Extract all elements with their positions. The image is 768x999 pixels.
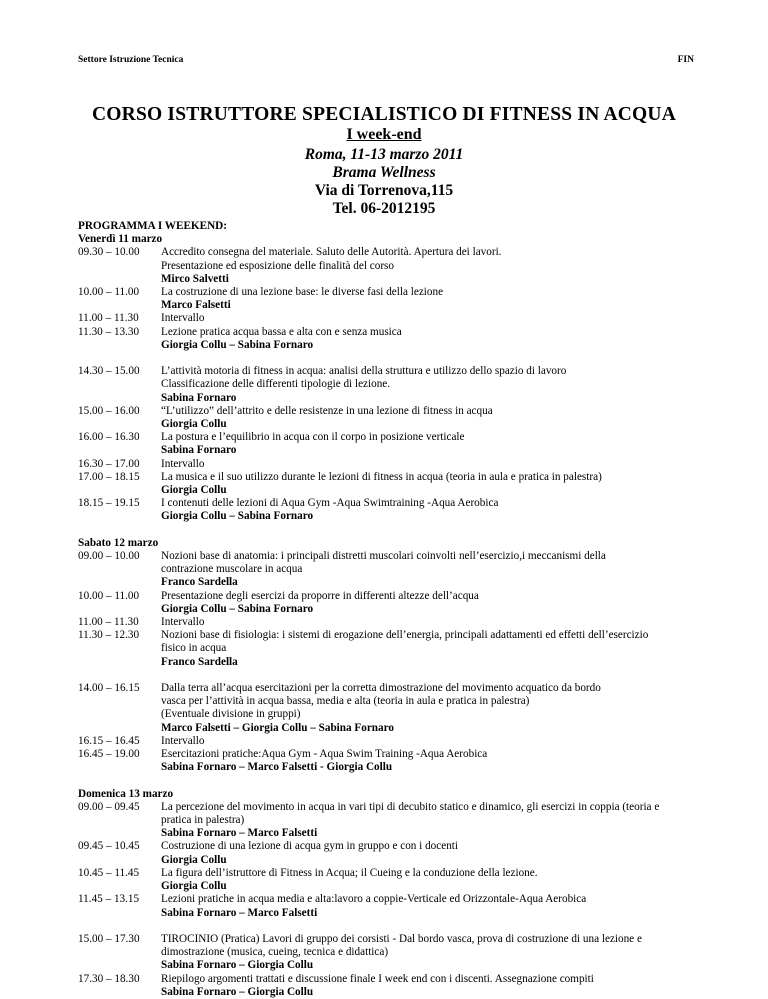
- entry-description: [161, 431, 696, 457]
- speaker-name: Marco Falsetti – Giorgia Collu – Sabina Fornaro: [161, 721, 394, 734]
- schedule-entry: [78, 286, 696, 312]
- time-slot: 16.00 – 16.30: [78, 431, 140, 444]
- entry-description: [161, 801, 696, 841]
- entry-description: [161, 748, 696, 774]
- schedule-entry: [78, 365, 696, 405]
- speaker-name: Sabina Fornaro – Marco Falsetti - Giorgia Collu: [161, 761, 393, 774]
- description-line: Lezione pratica acqua bassa e alta con e senza musica: [161, 325, 402, 338]
- entry-description: [161, 933, 696, 973]
- header-left: Settore Istruzione Tecnica: [78, 55, 184, 65]
- description-line: fisico in acqua: [161, 642, 227, 655]
- entry-description: [161, 629, 696, 669]
- schedule-entry: [78, 590, 696, 616]
- description-line: dimostrazione (musica, cueing, tecnica e didattica): [161, 946, 389, 959]
- description-line: Intervallo: [161, 734, 205, 747]
- speaker-name: Sabina Fornaro – Giorgia Collu: [161, 985, 314, 998]
- schedule-entry: [78, 801, 696, 841]
- description-line: I contenuti delle lezioni di Aqua Gym -Aqua Swimtraining -Aqua Aerobica: [161, 497, 499, 510]
- speaker-name: Sabina Fornaro – Giorgia Collu: [161, 959, 314, 972]
- schedule-entry: [78, 735, 696, 748]
- speaker-name: Giorgia Collu – Sabina Fornaro: [161, 510, 314, 523]
- time-slot: 17.30 – 18.30: [78, 972, 140, 985]
- description-line: Lezioni pratiche in acqua media e alta:lavoro a coppie-Verticale ed Orizzontale-Aqua Aerobica: [161, 893, 587, 906]
- description-line: (Eventuale divisione in gruppi): [161, 708, 301, 721]
- description-line: La costruzione di una lezione base: le diverse fasi della lezione: [161, 286, 444, 299]
- entry-description: [161, 735, 696, 748]
- description-line: TIROCINIO (Pratica) Lavori di gruppo dei corsisti - Dal bordo vasca, prova di costruzione di una lezione e: [161, 932, 642, 945]
- entry-description: [161, 616, 696, 629]
- description-line: Dalla terra all’acqua esercitazioni per la corretta dimostrazione del movimento acquatico da bordo: [161, 682, 601, 695]
- time-slot: 16.30 – 17.00: [78, 457, 140, 470]
- schedule-entry: [78, 973, 696, 999]
- schedule-entry: [78, 458, 696, 471]
- schedule-entry: [78, 629, 696, 669]
- time-slot: 09.00 – 10.00: [78, 550, 140, 563]
- schedule-entry: [78, 550, 696, 590]
- schedule-entry: [78, 326, 696, 352]
- description-line: Presentazione degli esercizi da proporre in differenti altezze dell’acqua: [161, 589, 479, 602]
- description-line: La musica e il suo utilizzo durante le lezioni di fitness in acqua (teoria in aula e pratica in palestra): [161, 470, 602, 483]
- entry-description: [161, 867, 696, 893]
- session-gap: [78, 920, 696, 933]
- time-slot: 11.45 – 13.15: [78, 893, 140, 906]
- entry-description: [161, 497, 696, 523]
- schedule-entry: [78, 312, 696, 325]
- entry-description: [161, 471, 696, 497]
- description-line: La postura e l’equilibrio in acqua con il corpo in posizione verticale: [161, 431, 465, 444]
- program-heading: PROGRAMMA I WEEKEND:: [78, 220, 227, 232]
- description-line: Intervallo: [161, 312, 205, 325]
- speaker-name: Giorgia Collu: [161, 880, 227, 893]
- speaker-name: Sabina Fornaro – Marco Falsetti: [161, 906, 318, 919]
- time-slot: 09.45 – 10.45: [78, 840, 140, 853]
- speaker-name: Franco Sardella: [161, 576, 238, 589]
- schedule-entry: [78, 933, 696, 973]
- place-date: Roma, 11-13 marzo 2011: [304, 146, 464, 163]
- entry-description: [161, 973, 696, 999]
- schedule-entry: [78, 497, 696, 523]
- day-label: Domenica 13 marzo: [78, 787, 174, 800]
- schedule-entry: [78, 616, 696, 629]
- speaker-name: Sabina Fornaro: [161, 444, 237, 457]
- description-line: Nozioni base di fisiologia: i sistemi di erogazione dell’energia, principali adattamenti ed effetti dell’esercizio: [161, 629, 649, 642]
- phone: Tel. 06-2012195: [332, 200, 436, 217]
- description-line: Riepilogo argomenti trattati e discussione finale I week end con i discenti. Assegnazione compiti: [161, 972, 594, 985]
- time-slot: 16.45 – 19.00: [78, 748, 140, 761]
- entry-description: [161, 326, 696, 352]
- time-slot: 10.45 – 11.45: [78, 866, 140, 879]
- speaker-name: Sabina Fornaro – Marco Falsetti: [161, 827, 318, 840]
- time-slot: 10.00 – 11.00: [78, 589, 140, 602]
- session-gap: [78, 352, 696, 365]
- speaker-name: Giorgia Collu: [161, 853, 227, 866]
- description-line: Intervallo: [161, 457, 205, 470]
- description-line: pratica in palestra): [161, 814, 245, 827]
- speaker-name: Giorgia Collu: [161, 484, 227, 497]
- schedule-entry: [78, 431, 696, 457]
- schedule-entry: [78, 682, 696, 735]
- description-line: Accredito consegna del materiale. Saluto delle Autorità. Apertura dei lavori.: [161, 246, 502, 259]
- entry-description: [161, 365, 696, 405]
- description-line: Classificazione delle differenti tipologie di lezione.: [161, 378, 391, 391]
- day-label: Venerdì 11 marzo: [78, 233, 163, 246]
- time-slot: 09.00 – 09.45: [78, 800, 140, 813]
- entry-description: [161, 590, 696, 616]
- time-slot: 18.15 – 19.15: [78, 497, 140, 510]
- entry-description: [161, 458, 696, 471]
- time-slot: 11.00 – 11.30: [78, 616, 139, 629]
- time-slot: 11.30 – 13.30: [78, 325, 140, 338]
- schedule-entry: [78, 867, 696, 893]
- entry-description: [161, 682, 696, 735]
- speaker-name: Giorgia Collu – Sabina Fornaro: [161, 602, 314, 615]
- day-gap: [78, 524, 696, 537]
- schedule-entry: [78, 893, 696, 919]
- speaker-name: Marco Falsetti: [161, 299, 231, 312]
- day-label: Sabato 12 marzo: [78, 536, 159, 549]
- time-slot: 14.30 – 15.00: [78, 365, 140, 378]
- description-line: Costruzione di una lezione di acqua gym in gruppo e con i docenti: [161, 840, 459, 853]
- program: [78, 220, 696, 999]
- description-line: Presentazione ed esposizione delle finalità del corso: [161, 259, 394, 272]
- course-subtitle: I week-end: [346, 126, 422, 143]
- session-gap: [78, 669, 696, 682]
- time-slot: 11.00 – 11.30: [78, 312, 139, 325]
- schedule-entry: [78, 405, 696, 431]
- description-line: vasca per l’attività in acqua bassa, media e alta (teoria in aula e pratica in palestra): [161, 695, 530, 708]
- schedule-entry: [78, 471, 696, 497]
- header-right: FIN: [677, 55, 694, 65]
- speaker-name: Franco Sardella: [161, 655, 238, 668]
- day-gap: [78, 774, 696, 787]
- description-line: L’attività motoria di fitness in acqua: analisi della struttura e utilizzo dello spazio di lavoro: [161, 365, 567, 378]
- venue: Brama Wellness: [332, 164, 436, 181]
- time-slot: 15.00 – 17.30: [78, 932, 140, 945]
- description-line: “L’utilizzo” dell’attrito e delle resistenze in una lezione di fitness in acqua: [161, 404, 493, 417]
- time-slot: 10.00 – 11.00: [78, 286, 140, 299]
- time-slot: 16.15 – 16.45: [78, 734, 140, 747]
- time-slot: 11.30 – 12.30: [78, 629, 140, 642]
- schedule-entry: [78, 748, 696, 774]
- speaker-name: Giorgia Collu – Sabina Fornaro: [161, 338, 314, 351]
- speaker-name: Giorgia Collu: [161, 418, 227, 431]
- description-line: Nozioni base di anatomia: i principali distretti muscolari coinvolti nell’esercizio,i meccanismi della: [161, 550, 606, 563]
- speaker-name: Sabina Fornaro: [161, 391, 237, 404]
- speaker-name: Mirco Salvetti: [161, 272, 229, 285]
- entry-description: [161, 893, 696, 919]
- entry-description: [161, 840, 696, 866]
- address: Via di Torrenova,115: [314, 182, 454, 199]
- description-line: La percezione del movimento in acqua in vari tipi di decubito statico e dinamico, gli esercizi in coppia (teoria e: [161, 800, 660, 813]
- description-line: Esercitazioni pratiche:Aqua Gym - Aqua Swim Training -Aqua Aerobica: [161, 748, 488, 761]
- description-line: Intervallo: [161, 616, 205, 629]
- schedule-entry: [78, 246, 696, 286]
- time-slot: 15.00 – 16.00: [78, 404, 140, 417]
- time-slot: 17.00 – 18.15: [78, 470, 140, 483]
- time-slot: 14.00 – 16.15: [78, 682, 140, 695]
- time-slot: 09.30 – 10.00: [78, 246, 140, 259]
- entry-description: [161, 246, 696, 286]
- description-line: contrazione muscolare in acqua: [161, 563, 303, 576]
- description-line: La figura dell’istruttore di Fitness in Acqua; il Cueing e la conduzione della lezione.: [161, 866, 538, 879]
- entry-description: [161, 405, 696, 431]
- course-title: CORSO ISTRUTTORE SPECIALISTICO DI FITNESS IN ACQUA: [92, 104, 676, 125]
- entry-description: [161, 550, 696, 590]
- entry-description: [161, 286, 696, 312]
- entry-description: [161, 312, 696, 325]
- schedule-entry: [78, 840, 696, 866]
